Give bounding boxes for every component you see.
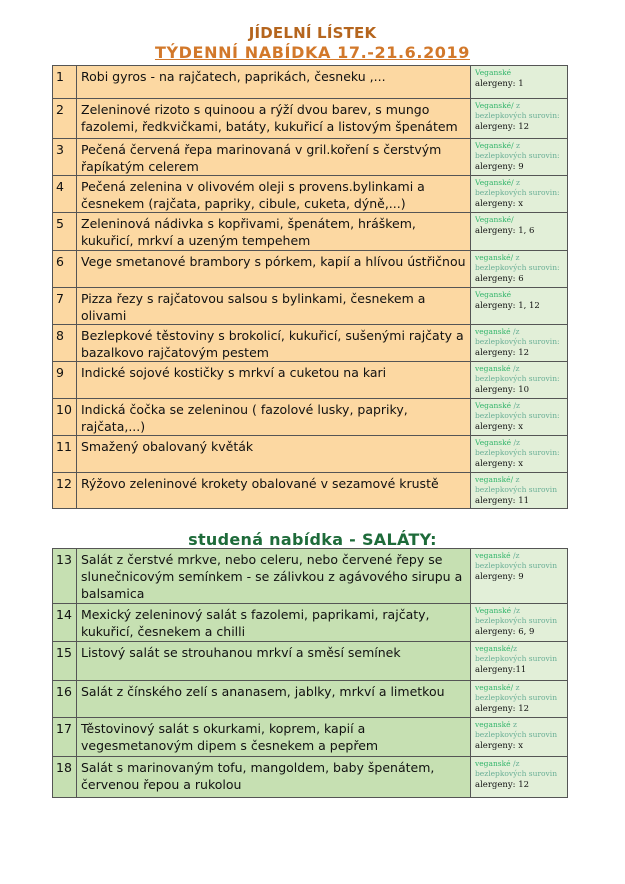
gluten-free-label: z bezlepkových surovin: (475, 253, 560, 272)
allergens-label: alergeny: x (475, 422, 523, 432)
allergens-label: alergeny: 1 (475, 79, 524, 89)
menu-item-row (53, 681, 568, 718)
vegan-label: Veganské (475, 290, 512, 299)
menu-item-row (53, 757, 568, 798)
menu-item-row (53, 549, 568, 604)
item-number: 7 (53, 288, 77, 325)
allergens-label: alergeny: 1, 12 (475, 301, 540, 311)
vegan-label: Veganské (475, 438, 512, 447)
item-diet-info (471, 436, 568, 473)
item-description: Bezlepkové těstoviny s brokolicí, kukuřicí, sušenými rajčaty a bazalkovo rajčatovým pestem (77, 325, 471, 362)
menu-item-row (53, 362, 568, 399)
item-description: Zeleninová nádivka s kopřivami, špenátem, hráškem, kukuřicí, mrkví a uzeným tempehem (77, 213, 471, 251)
item-diet-info (471, 549, 568, 604)
allergens-label: alergeny: 6, 9 (475, 627, 535, 637)
menu-title: JÍDELNÍ LÍSTEK (248, 24, 377, 42)
allergens-label: alergeny: 10 (475, 385, 530, 395)
menu-item-row (53, 139, 568, 176)
diet-tag (475, 438, 565, 458)
item-description: Salát z čerstvé mrkve, nebo celeru, nebo červené řepy se slunečnicovým semínkem - se zálivkou z agávového sirupu a balsamica (77, 549, 471, 604)
item-description: Pečená zelenina v olivovém oleji s provens.bylinkami a česnekem (rajčata, papriky, cibule, cuketa, dýně,...) (77, 176, 471, 213)
vegan-label: veganské (475, 720, 511, 729)
item-number: 5 (53, 213, 77, 251)
diet-tag (475, 290, 565, 300)
item-number: 16 (53, 681, 77, 718)
item-number: 11 (53, 436, 77, 473)
diet-tag (475, 644, 565, 664)
diet-tag (475, 178, 565, 198)
gluten-free-label: z bezlepkových surovin (475, 644, 558, 663)
item-diet-info (471, 139, 568, 176)
allergens-label: alergeny: 12 (475, 122, 530, 132)
gluten-free-label: z bezlepkových surovin: (475, 101, 560, 120)
item-number: 10 (53, 399, 77, 436)
item-number: 8 (53, 325, 77, 362)
vegan-label: veganské/ (475, 253, 514, 262)
item-description: Robi gyros - na rajčatech, paprikách, česneku ,... (77, 66, 471, 99)
allergens-label: alergeny: 1, 6 (475, 226, 535, 236)
vegan-label: veganské/ (475, 475, 514, 484)
diet-tag (475, 141, 565, 161)
gluten-free-label: /z bezlepkových surovin (475, 606, 558, 625)
menu-item-row (53, 399, 568, 436)
allergens-label: alergeny: 11 (475, 496, 530, 506)
menu-item-row (53, 718, 568, 757)
allergens-label: alergeny: x (475, 459, 523, 469)
menu-item-row (53, 251, 568, 288)
allergens-label: alergeny: 9 (475, 162, 524, 172)
gluten-free-label: /z bezlepkových surovin: (475, 364, 560, 383)
item-diet-info (471, 176, 568, 213)
vegan-label: Veganské/ (475, 141, 514, 150)
item-number: 15 (53, 642, 77, 681)
item-description: Listový salát se strouhanou mrkví a směsí semínek (77, 642, 471, 681)
item-number: 12 (53, 473, 77, 509)
allergens-label: alergeny:11 (475, 665, 527, 675)
allergens-label: alergeny: 6 (475, 274, 524, 284)
item-description: Vege smetanové brambory s pórkem, kapií a hlívou ústřičnou (77, 251, 471, 288)
gluten-free-label: /z bezlepkových surovin (475, 551, 558, 570)
cold-menu-title: studená nabídka - SALÁTY: (188, 530, 437, 549)
item-number: 9 (53, 362, 77, 399)
gluten-free-label: z bezlepkových surovin (475, 720, 558, 739)
gluten-free-label: z bezlepkových surovin: (475, 178, 560, 197)
gluten-free-label: /z bezlepkových surovin: (475, 327, 560, 346)
item-number: 17 (53, 718, 77, 757)
item-diet-info (471, 399, 568, 436)
vegan-label: Veganské/ (475, 178, 514, 187)
gluten-free-label: z bezlepkových surovin (475, 683, 558, 702)
vegan-label: veganské (475, 364, 511, 373)
vegan-label: veganské (475, 551, 511, 560)
item-number: 14 (53, 604, 77, 642)
item-description: Těstovinový salát s okurkami, koprem, kapií a vegesmetanovým dipem s česnekem a pepřem (77, 718, 471, 757)
item-diet-info (471, 288, 568, 325)
menu-item-row (53, 288, 568, 325)
menu-item-row (53, 642, 568, 681)
item-diet-info (471, 99, 568, 139)
menu-item-row (53, 325, 568, 362)
gluten-free-label: /z bezlepkových surovin: (475, 438, 560, 457)
cold-menu-table (52, 548, 568, 798)
allergens-label: alergeny: 12 (475, 704, 530, 714)
diet-tag (475, 364, 565, 384)
diet-tag (475, 759, 565, 779)
diet-tag (475, 683, 565, 703)
diet-tag (475, 475, 565, 495)
allergens-label: alergeny: x (475, 741, 523, 751)
item-description: Smažený obalovaný květák (77, 436, 471, 473)
hot-menu-table (52, 65, 568, 509)
item-description: Salát s marinovaným tofu, mangoldem, baby špenátem, červenou řepou a rukolou (77, 757, 471, 798)
item-description: Mexický zeleninový salát s fazolemi, paprikami, rajčaty, kukuřicí, česnekem a chilli (77, 604, 471, 642)
item-description: Rýžovo zeleninové krokety obalované v sezamové krustě (77, 473, 471, 509)
gluten-free-label: /z bezlepkových surovin (475, 759, 558, 778)
item-diet-info (471, 362, 568, 399)
allergens-label: alergeny: 12 (475, 348, 530, 358)
week-offer-subtitle: TÝDENNÍ NABÍDKA 17.-21.6.2019 (154, 43, 471, 62)
vegan-label: Veganské (475, 401, 512, 410)
vegan-label: veganské/ (475, 683, 514, 692)
item-diet-info (471, 757, 568, 798)
gluten-free-label: z bezlepkových surovin (475, 475, 558, 494)
vegan-label: veganské/ (475, 644, 514, 653)
allergens-label: alergeny: x (475, 199, 523, 209)
diet-tag (475, 101, 565, 121)
diet-tag (475, 215, 565, 225)
item-diet-info (471, 473, 568, 509)
item-description: Pečená červená řepa marinovaná v gril.koření s čerstvým řapíkatým celerem (77, 139, 471, 176)
menu-item-row (53, 213, 568, 251)
vegan-label: Veganské/ (475, 215, 514, 224)
menu-item-row (53, 66, 568, 99)
diet-tag (475, 68, 565, 78)
item-diet-info (471, 213, 568, 251)
vegan-label: Veganské (475, 606, 512, 615)
diet-tag (475, 253, 565, 273)
vegan-label: Veganské/ (475, 101, 514, 110)
item-description: Zeleninové rizoto s quinoou a rýží dvou barev, s mungo fazolemi, ředkvičkami, batáty, kukuřicí a listovým špenátem (77, 99, 471, 139)
item-number: 13 (53, 549, 77, 604)
item-diet-info (471, 604, 568, 642)
allergens-label: alergeny: 12 (475, 780, 530, 790)
diet-tag (475, 327, 565, 347)
diet-tag (475, 551, 565, 571)
item-diet-info (471, 642, 568, 681)
gluten-free-label: /z bezlepkových surovin: (475, 401, 560, 420)
item-number: 6 (53, 251, 77, 288)
item-diet-info (471, 66, 568, 99)
menu-item-row (53, 473, 568, 509)
vegan-label: veganské (475, 759, 511, 768)
item-description: Indické sojové kostičky s mrkví a cuketou na kari (77, 362, 471, 399)
item-description: Pizza řezy s rajčatovou salsou s bylinkami, česnekem a olivami (77, 288, 471, 325)
item-description: Salát z čínského zelí s ananasem, jablky, mrkví a limetkou (77, 681, 471, 718)
diet-tag (475, 401, 565, 421)
menu-item-row (53, 436, 568, 473)
item-number: 18 (53, 757, 77, 798)
item-description: Indická čočka se zeleninou ( fazolové lusky, papriky, rajčata,...) (77, 399, 471, 436)
item-diet-info (471, 251, 568, 288)
menu-item-row (53, 99, 568, 139)
allergens-label: alergeny: 9 (475, 572, 524, 582)
diet-tag (475, 720, 565, 740)
item-number: 4 (53, 176, 77, 213)
menu-item-row (53, 604, 568, 642)
item-number: 2 (53, 99, 77, 139)
item-number: 3 (53, 139, 77, 176)
item-number: 1 (53, 66, 77, 99)
diet-tag (475, 606, 565, 626)
item-diet-info (471, 681, 568, 718)
gluten-free-label: z bezlepkových surovin: (475, 141, 560, 160)
vegan-label: Veganské (475, 68, 512, 77)
item-diet-info (471, 325, 568, 362)
menu-item-row (53, 176, 568, 213)
vegan-label: veganské (475, 327, 511, 336)
item-diet-info (471, 718, 568, 757)
